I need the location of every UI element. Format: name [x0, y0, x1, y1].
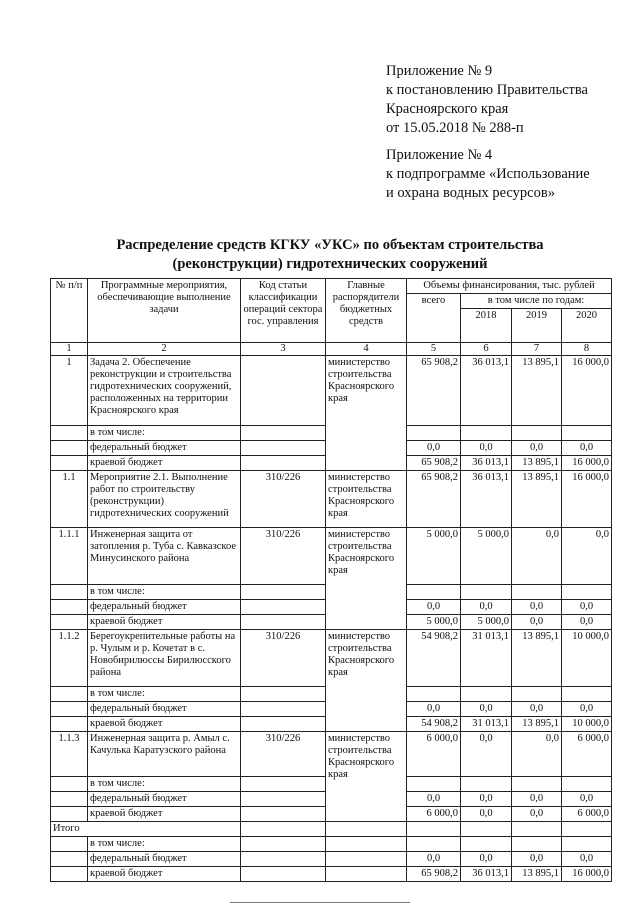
value-2018: 31 013,1: [461, 630, 512, 687]
value-2018: 36 013,1: [461, 356, 512, 426]
row-name: Задача 2. Обеспечение реконструкции и строительства гидротехнических сооружений, расположенных на территории Красноярского края: [88, 356, 241, 426]
value-2019: 13 895,1: [512, 356, 562, 426]
header-managers: Главные распорядители бюджетных средств: [326, 279, 407, 343]
value-total: 54 908,2: [407, 630, 461, 687]
value-2019: 13 895,1: [512, 717, 562, 732]
row-code: 310/226: [241, 528, 326, 585]
value-2019: 0,0: [512, 807, 562, 822]
header-row: [51, 279, 612, 294]
value-2020: 0,0: [562, 600, 612, 615]
col-num: 7: [512, 343, 562, 356]
header-year: 2020: [562, 309, 612, 343]
row-num: 1.1.1: [51, 528, 88, 585]
value-total: 6 000,0: [407, 807, 461, 822]
col-num: 5: [407, 343, 461, 356]
row-num: 1.1: [51, 471, 88, 528]
value-2020: 0,0: [562, 441, 612, 456]
table-row: [51, 630, 612, 687]
title-line: Распределение средств КГКУ «УКС» по объектам строительства: [116, 237, 544, 253]
row-name: федеральный бюджет: [88, 702, 241, 717]
table-row: [51, 837, 612, 852]
row-code: 310/226: [241, 471, 326, 528]
value-total: 0,0: [407, 600, 461, 615]
appendix-line: Приложение № 9: [386, 63, 493, 79]
row-name: федеральный бюджет: [88, 600, 241, 615]
value-2018: 0,0: [461, 702, 512, 717]
row-name: Мероприятие 2.1. Выполнение работ по строительству (реконструкции) гидротехнических сооружений: [88, 471, 241, 528]
value-total: 0,0: [407, 852, 461, 867]
value-2020: 16 000,0: [562, 456, 612, 471]
value-2019: 0,0: [512, 441, 562, 456]
value-2018: 0,0: [461, 732, 512, 777]
value-2018: 0,0: [461, 441, 512, 456]
row-name: краевой бюджет: [88, 456, 241, 471]
row-manager: министерство строительства Красноярского края: [326, 528, 407, 630]
value-2020: 16 000,0: [562, 471, 612, 528]
value-total: 0,0: [407, 702, 461, 717]
header-byyears: в том числе по годам:: [461, 294, 612, 309]
col-num: 6: [461, 343, 512, 356]
row-name: федеральный бюджет: [88, 852, 241, 867]
row-name: в том числе:: [88, 426, 241, 441]
value-2018: 36 013,1: [461, 471, 512, 528]
appendix-9-block: [386, 62, 588, 138]
appendix-line: Красноярского края: [386, 101, 509, 117]
header-code: Код статьи классификации операций сектора гос. управления: [241, 279, 326, 343]
value-2019: 13 895,1: [512, 630, 562, 687]
header-year: 2019: [512, 309, 562, 343]
value-2018: 0,0: [461, 807, 512, 822]
value-2020: 0,0: [562, 702, 612, 717]
value-2020: 0,0: [562, 792, 612, 807]
row-manager: министерство строительства Красноярского края: [326, 471, 407, 528]
row-name: краевой бюджет: [88, 615, 241, 630]
row-name: федеральный бюджет: [88, 792, 241, 807]
col-num: 1: [51, 343, 88, 356]
table-row: [51, 471, 612, 528]
value-2018: 0,0: [461, 600, 512, 615]
value-2020: 10 000,0: [562, 717, 612, 732]
value-2018: 0,0: [461, 852, 512, 867]
row-code: 310/226: [241, 630, 326, 687]
appendix-line: от 15.05.2018 № 288-п: [386, 120, 524, 136]
value-2020: 6 000,0: [562, 807, 612, 822]
value-total: 0,0: [407, 441, 461, 456]
row-manager: министерство строительства Красноярского края: [326, 356, 407, 471]
value-total: 65 908,2: [407, 867, 461, 882]
table-row: [51, 867, 612, 882]
col-num: 3: [241, 343, 326, 356]
table-row: [51, 356, 612, 426]
col-num: 4: [326, 343, 407, 356]
value-2020: 0,0: [562, 528, 612, 585]
header-num: № п/п: [51, 279, 88, 343]
col-num: 2: [88, 343, 241, 356]
row-name: краевой бюджет: [88, 867, 241, 882]
row-manager: министерство строительства Красноярского края: [326, 630, 407, 732]
row-code: [241, 356, 326, 426]
row-name: краевой бюджет: [88, 807, 241, 822]
value-2020: 10 000,0: [562, 630, 612, 687]
appendix-line: к подпрограмме «Использование: [386, 166, 590, 182]
value-total: 65 908,2: [407, 456, 461, 471]
value-total: 65 908,2: [407, 356, 461, 426]
value-total: 54 908,2: [407, 717, 461, 732]
row-name: Берегоукрепительные работы на р. Чулым и р. Кочетат в с. Новобирилюссы Бирилюсского района: [88, 630, 241, 687]
header-total: всего: [407, 294, 461, 343]
row-num: [51, 426, 88, 441]
value-total: 5 000,0: [407, 615, 461, 630]
value-2020: 0,0: [562, 615, 612, 630]
header-year: 2018: [461, 309, 512, 343]
value-total: 0,0: [407, 792, 461, 807]
value-2019: 0,0: [512, 702, 562, 717]
value-2020: 16 000,0: [562, 867, 612, 882]
value-2019: 13 895,1: [512, 456, 562, 471]
row-name: Инженерная защита от затопления р. Туба с. Кавказское Минусинского района: [88, 528, 241, 585]
title-line: (реконструкции) гидротехнических сооружений: [172, 256, 488, 272]
value-total: 5 000,0: [407, 528, 461, 585]
appendix-line: и охрана водных ресурсов»: [386, 185, 555, 201]
value-total: 6 000,0: [407, 732, 461, 777]
row-name: в том числе:: [88, 687, 241, 702]
value-2019: 0,0: [512, 792, 562, 807]
value-2019: 0,0: [512, 852, 562, 867]
row-name: краевой бюджет: [88, 717, 241, 732]
value-2019: 13 895,1: [512, 867, 562, 882]
table-row: [51, 528, 612, 585]
table-row: [51, 852, 612, 867]
col-num: 8: [562, 343, 612, 356]
value-total: 65 908,2: [407, 471, 461, 528]
value-2019: 13 895,1: [512, 471, 562, 528]
column-numbers-row: [51, 343, 612, 356]
funding-table: [50, 278, 612, 882]
appendix-4-block: [386, 146, 590, 203]
row-num: 1.1.3: [51, 732, 88, 777]
value-2018: 5 000,0: [461, 528, 512, 585]
header-program: Программные мероприятия, обеспечивающие выполнение задачи: [88, 279, 241, 343]
total-row: [51, 822, 612, 837]
value-2018: 36 013,1: [461, 456, 512, 471]
value-2019: 0,0: [512, 528, 562, 585]
value-2019: 0,0: [512, 732, 562, 777]
appendix-line: к постановлению Правительства: [386, 82, 588, 98]
value-2018: 36 013,1: [461, 867, 512, 882]
value-2018: 0,0: [461, 792, 512, 807]
value-2020: 0,0: [562, 852, 612, 867]
row-num: 1.1.2: [51, 630, 88, 687]
document-title: [60, 236, 600, 274]
value-2020: 16 000,0: [562, 356, 612, 426]
value-2018: 5 000,0: [461, 615, 512, 630]
row-name: в том числе:: [88, 777, 241, 792]
row-code: 310/226: [241, 732, 326, 777]
value-2020: 6 000,0: [562, 732, 612, 777]
row-num: 1: [51, 356, 88, 426]
page-bottom-rule: [230, 902, 410, 903]
row-name: федеральный бюджет: [88, 441, 241, 456]
total-label: Итого: [51, 822, 241, 837]
value-2019: 0,0: [512, 600, 562, 615]
value-2019: 0,0: [512, 615, 562, 630]
table-row: [51, 732, 612, 777]
row-name: в том числе:: [88, 585, 241, 600]
header-volumes: Объемы финансирования, тыс. рублей: [407, 279, 612, 294]
value-2018: 31 013,1: [461, 717, 512, 732]
row-name: в том числе:: [88, 837, 241, 852]
appendix-line: Приложение № 4: [386, 147, 493, 163]
row-manager: министерство строительства Красноярского края: [326, 732, 407, 822]
row-name: Инженерная защита р. Амыл с. Качулька Каратузского района: [88, 732, 241, 777]
